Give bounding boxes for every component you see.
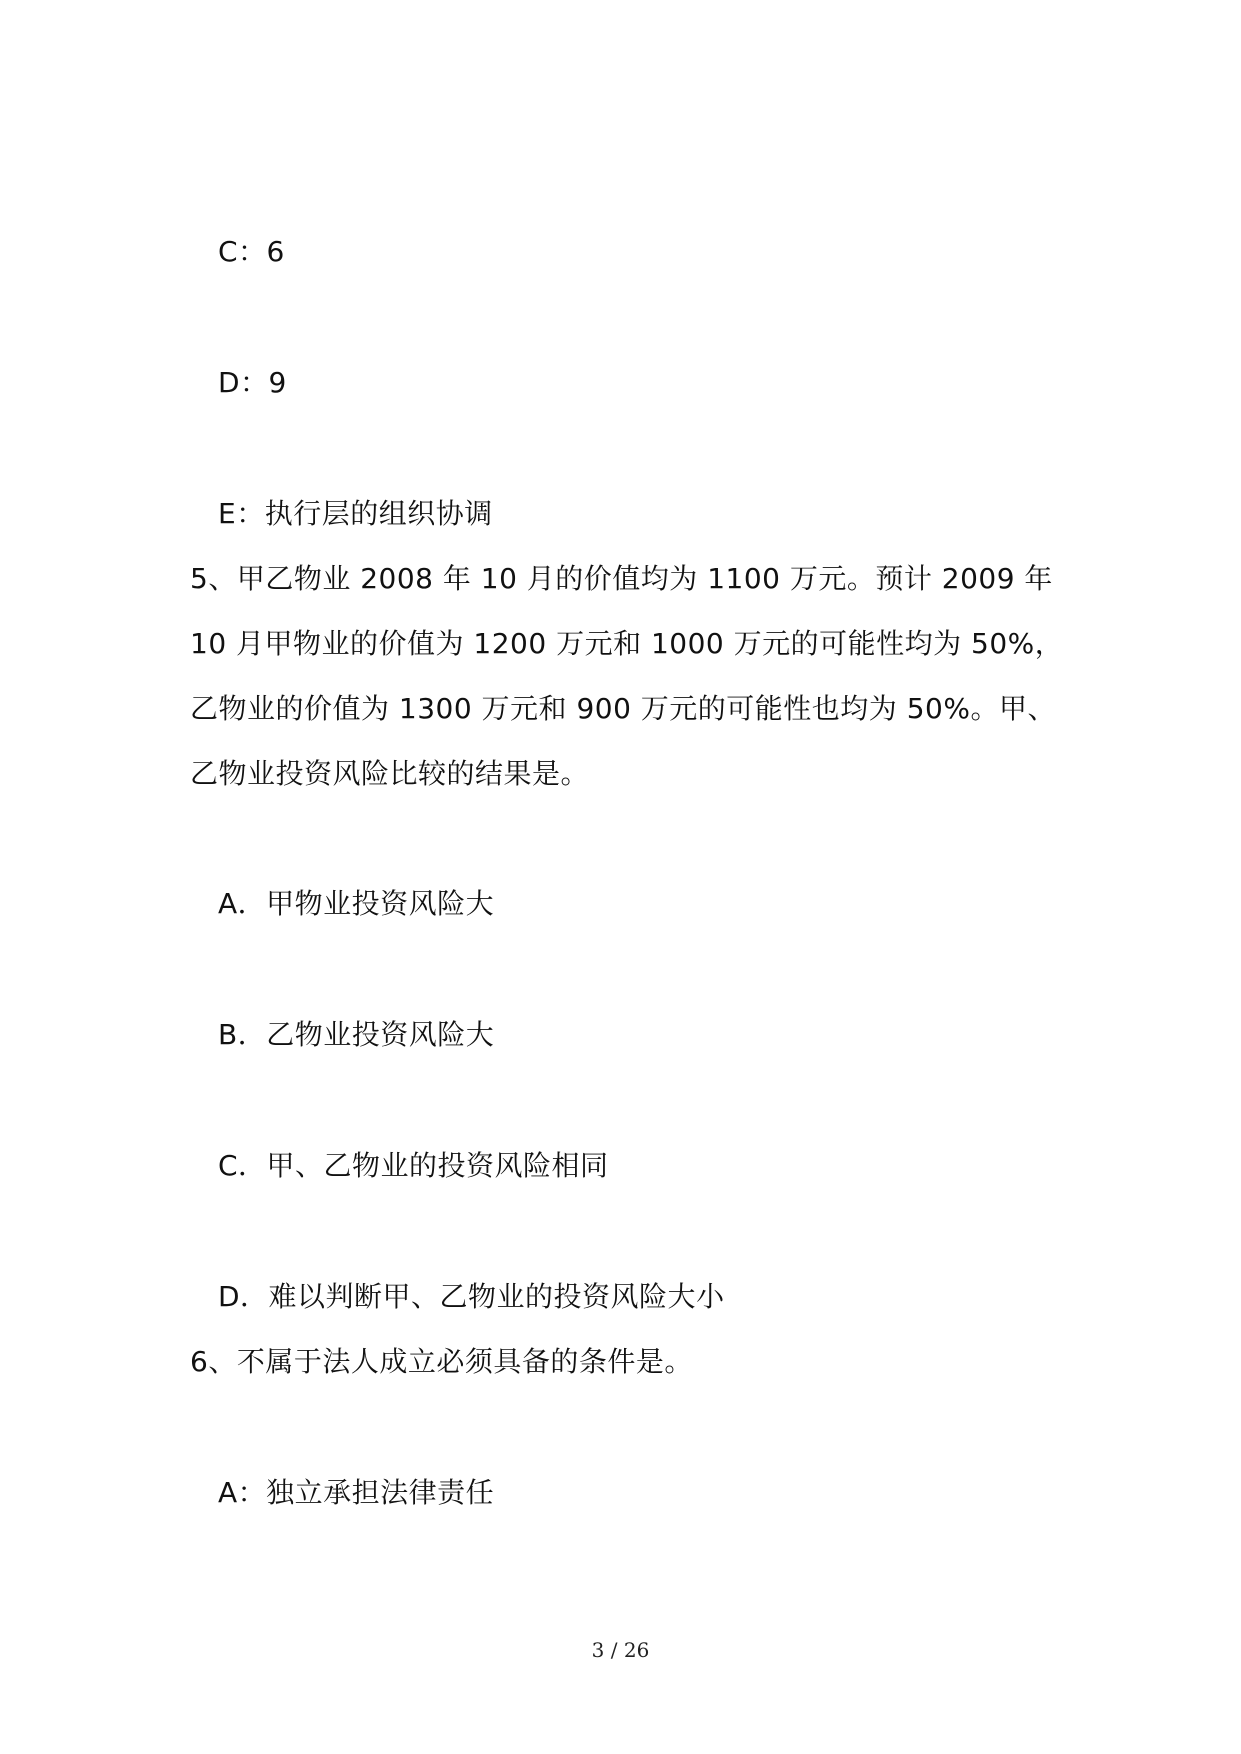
question-5-line-3: 乙物业的价值为 1300 万元和 900 万元的可能性也均为 50%。甲、 [190,692,1056,725]
option-e-prev: E：执行层的组织协调 [218,497,493,530]
question-5-line-2: 10 月甲物业的价值为 1200 万元和 1000 万元的可能性均为 50%， [190,627,1064,660]
question-5-option-d: D．难以判断甲、乙物业的投资风险大小 [218,1280,725,1313]
question-5-line-1: 5、甲乙物业 2008 年 10 月的价值均为 1100 万元。预计 2009 年 [190,562,1053,595]
page-number: 3 / 26 [591,1638,650,1662]
option-c-prev: C：6 [218,235,285,268]
question-6-line-1: 6、不属于法人成立必须具备的条件是。 [190,1345,693,1378]
question-6-option-a: A：独立承担法律责任 [218,1476,495,1509]
question-5-option-b: B．乙物业投资风险大 [218,1018,495,1051]
question-5-line-4: 乙物业投资风险比较的结果是。 [190,757,590,790]
option-d-prev: D：9 [218,366,287,399]
question-5-option-c: C．甲、乙物业的投资风险相同 [218,1149,609,1182]
question-5-option-a: A．甲物业投资风险大 [218,887,495,920]
